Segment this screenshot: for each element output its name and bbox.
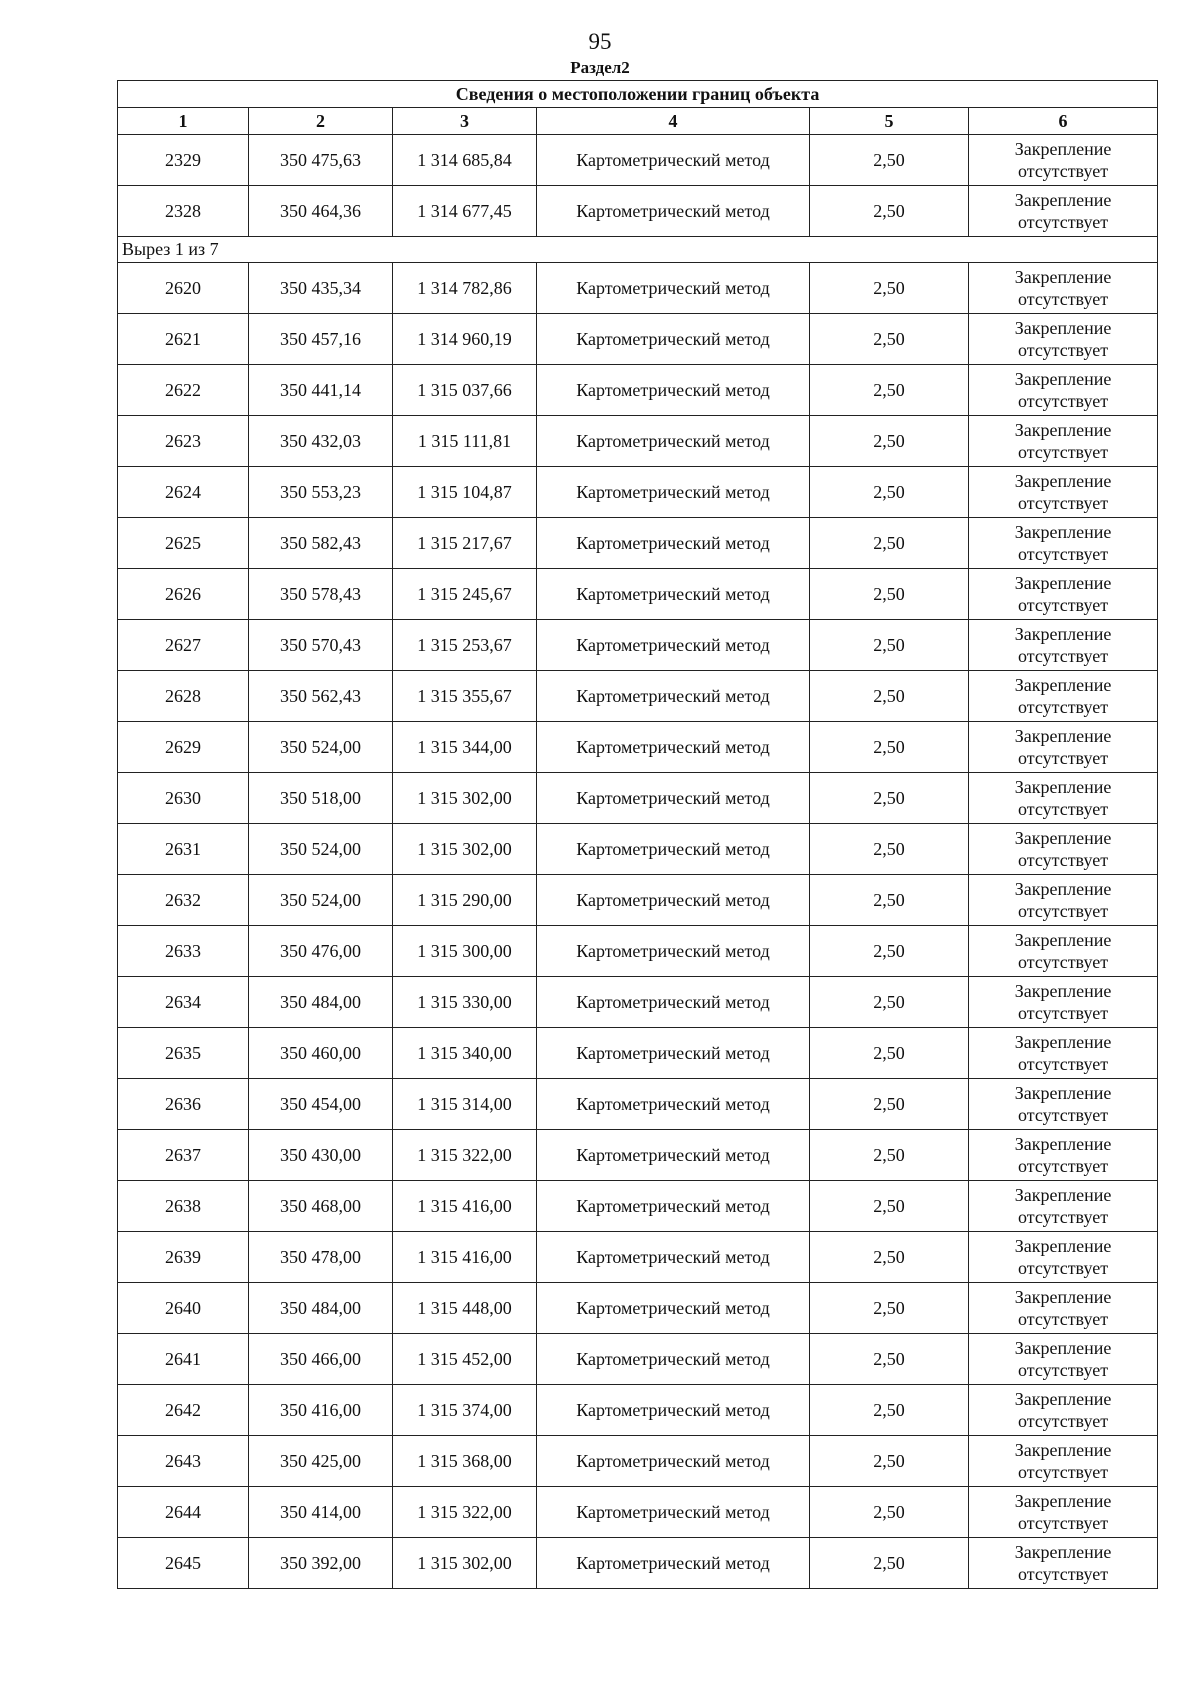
- fixing-cell: [969, 773, 1158, 824]
- fixing-cell: [969, 467, 1158, 518]
- fixing-line: Закрепление: [1014, 420, 1112, 440]
- fixing-cell: [969, 977, 1158, 1028]
- accuracy-cell: 2,50: [810, 1487, 969, 1538]
- fixing-cell: [969, 1079, 1158, 1130]
- x-coordinate-cell: 350 475,63: [249, 135, 393, 186]
- x-coordinate-cell: 350 553,23: [249, 467, 393, 518]
- fixing-line: Закрепление: [1014, 573, 1112, 593]
- method-cell: Картометрический метод: [537, 1385, 810, 1436]
- fixing-cell: [969, 824, 1158, 875]
- accuracy-cell: 2,50: [810, 1283, 969, 1334]
- fixing-line: Закрепление: [1014, 828, 1112, 848]
- point-number-cell: 2633: [118, 926, 249, 977]
- fixing-line: Закрепление: [1014, 1389, 1112, 1409]
- y-coordinate-cell: 1 315 340,00: [393, 1028, 537, 1079]
- accuracy-cell: 2,50: [810, 518, 969, 569]
- table-row: [118, 1538, 1158, 1589]
- accuracy-cell: 2,50: [810, 467, 969, 518]
- fixing-cell: [969, 1538, 1158, 1589]
- table-row: [118, 824, 1158, 875]
- y-coordinate-cell: 1 315 452,00: [393, 1334, 537, 1385]
- point-number-cell: 2623: [118, 416, 249, 467]
- point-number-cell: 2632: [118, 875, 249, 926]
- table-row: [118, 1487, 1158, 1538]
- table-row: [118, 773, 1158, 824]
- x-coordinate-cell: 350 578,43: [249, 569, 393, 620]
- point-number-cell: 2620: [118, 263, 249, 314]
- point-number-cell: 2636: [118, 1079, 249, 1130]
- point-number-cell: 2628: [118, 671, 249, 722]
- fixing-line: Закрепление: [1014, 981, 1112, 1001]
- method-cell: Картометрический метод: [537, 1436, 810, 1487]
- table-row: [118, 1181, 1158, 1232]
- point-number-cell: 2638: [118, 1181, 249, 1232]
- method-cell: Картометрический метод: [537, 824, 810, 875]
- table-row: [118, 1385, 1158, 1436]
- method-cell: Картометрический метод: [537, 671, 810, 722]
- point-number-cell: 2629: [118, 722, 249, 773]
- table-row: [118, 416, 1158, 467]
- table-row: [118, 263, 1158, 314]
- x-coordinate-cell: 350 454,00: [249, 1079, 393, 1130]
- fixing-cell: [969, 1232, 1158, 1283]
- method-cell: Картометрический метод: [537, 1079, 810, 1130]
- x-coordinate-cell: 350 432,03: [249, 416, 393, 467]
- x-coordinate-cell: 350 392,00: [249, 1538, 393, 1589]
- fixing-line: Закрепление: [1014, 777, 1112, 797]
- fixing-cell: [969, 1130, 1158, 1181]
- column-number: 4: [537, 108, 810, 135]
- method-cell: Картометрический метод: [537, 773, 810, 824]
- table-row: [118, 1436, 1158, 1487]
- point-number-cell: 2621: [118, 314, 249, 365]
- x-coordinate-cell: 350 562,43: [249, 671, 393, 722]
- accuracy-cell: 2,50: [810, 186, 969, 237]
- y-coordinate-cell: 1 315 322,00: [393, 1130, 537, 1181]
- fixing-line: отсутствует: [1018, 952, 1109, 972]
- method-cell: Картометрический метод: [537, 467, 810, 518]
- y-coordinate-cell: 1 315 302,00: [393, 824, 537, 875]
- fixing-line: Закрепление: [1014, 190, 1112, 210]
- accuracy-cell: 2,50: [810, 569, 969, 620]
- column-number: 6: [969, 108, 1158, 135]
- table-row: [118, 1232, 1158, 1283]
- fixing-line: отсутствует: [1018, 697, 1109, 717]
- y-coordinate-cell: 1 315 253,67: [393, 620, 537, 671]
- fixing-cell: [969, 1283, 1158, 1334]
- method-cell: Картометрический метод: [537, 1130, 810, 1181]
- fixing-line: отсутствует: [1018, 1564, 1109, 1584]
- y-coordinate-cell: 1 314 685,84: [393, 135, 537, 186]
- table-row: [118, 1028, 1158, 1079]
- method-cell: Картометрический метод: [537, 977, 810, 1028]
- point-number-cell: 2626: [118, 569, 249, 620]
- y-coordinate-cell: 1 315 330,00: [393, 977, 537, 1028]
- fixing-line: отсутствует: [1018, 850, 1109, 870]
- x-coordinate-cell: 350 518,00: [249, 773, 393, 824]
- method-cell: Картометрический метод: [537, 186, 810, 237]
- point-number-cell: 2639: [118, 1232, 249, 1283]
- y-coordinate-cell: 1 315 416,00: [393, 1232, 537, 1283]
- fixing-cell: [969, 314, 1158, 365]
- fixing-line: отсутствует: [1018, 493, 1109, 513]
- fixing-line: отсутствует: [1018, 595, 1109, 615]
- fixing-line: отсутствует: [1018, 799, 1109, 819]
- x-coordinate-cell: 350 441,14: [249, 365, 393, 416]
- x-coordinate-cell: 350 524,00: [249, 875, 393, 926]
- accuracy-cell: 2,50: [810, 1079, 969, 1130]
- y-coordinate-cell: 1 315 416,00: [393, 1181, 537, 1232]
- x-coordinate-cell: 350 466,00: [249, 1334, 393, 1385]
- fixing-cell: [969, 926, 1158, 977]
- x-coordinate-cell: 350 524,00: [249, 722, 393, 773]
- y-coordinate-cell: 1 314 782,86: [393, 263, 537, 314]
- accuracy-cell: 2,50: [810, 314, 969, 365]
- method-cell: Картометрический метод: [537, 1181, 810, 1232]
- fixing-line: отсутствует: [1018, 1105, 1109, 1125]
- y-coordinate-cell: 1 315 037,66: [393, 365, 537, 416]
- point-number-cell: 2329: [118, 135, 249, 186]
- y-coordinate-cell: 1 315 368,00: [393, 1436, 537, 1487]
- accuracy-cell: 2,50: [810, 1334, 969, 1385]
- fixing-line: Закрепление: [1014, 1440, 1112, 1460]
- fixing-line: отсутствует: [1018, 391, 1109, 411]
- fixing-line: Закрепление: [1014, 726, 1112, 746]
- method-cell: Картометрический метод: [537, 875, 810, 926]
- point-number-cell: 2328: [118, 186, 249, 237]
- fixing-cell: [969, 1487, 1158, 1538]
- fixing-cell: [969, 1436, 1158, 1487]
- method-cell: Картометрический метод: [537, 1283, 810, 1334]
- fixing-line: Закрепление: [1014, 624, 1112, 644]
- table-row: [118, 926, 1158, 977]
- table-row: [118, 314, 1158, 365]
- fixing-line: отсутствует: [1018, 1411, 1109, 1431]
- point-number-cell: 2624: [118, 467, 249, 518]
- point-number-cell: 2643: [118, 1436, 249, 1487]
- method-cell: Картометрический метод: [537, 620, 810, 671]
- x-coordinate-cell: 350 478,00: [249, 1232, 393, 1283]
- method-cell: Картометрический метод: [537, 416, 810, 467]
- accuracy-cell: 2,50: [810, 1538, 969, 1589]
- method-cell: Картометрический метод: [537, 263, 810, 314]
- x-coordinate-cell: 350 425,00: [249, 1436, 393, 1487]
- fixing-line: отсутствует: [1018, 1258, 1109, 1278]
- fixing-line: отсутствует: [1018, 1360, 1109, 1380]
- accuracy-cell: 2,50: [810, 416, 969, 467]
- point-number-cell: 2631: [118, 824, 249, 875]
- y-coordinate-cell: 1 315 245,67: [393, 569, 537, 620]
- method-cell: Картометрический метод: [537, 365, 810, 416]
- fixing-cell: [969, 1181, 1158, 1232]
- accuracy-cell: 2,50: [810, 773, 969, 824]
- x-coordinate-cell: 350 468,00: [249, 1181, 393, 1232]
- x-coordinate-cell: 350 460,00: [249, 1028, 393, 1079]
- table-row: [118, 620, 1158, 671]
- method-cell: Картометрический метод: [537, 722, 810, 773]
- table-row: [118, 1283, 1158, 1334]
- boundary-coordinates-table: [117, 80, 1158, 1589]
- fixing-line: отсутствует: [1018, 289, 1109, 309]
- fixing-cell: [969, 518, 1158, 569]
- point-number-cell: 2627: [118, 620, 249, 671]
- fixing-line: отсутствует: [1018, 1207, 1109, 1227]
- point-number-cell: 2642: [118, 1385, 249, 1436]
- fixing-line: Закрепление: [1014, 675, 1112, 695]
- fixing-line: Закрепление: [1014, 1134, 1112, 1154]
- fixing-line: Закрепление: [1014, 471, 1112, 491]
- page-number: 95: [588, 29, 612, 54]
- point-number-cell: 2635: [118, 1028, 249, 1079]
- y-coordinate-cell: 1 315 300,00: [393, 926, 537, 977]
- y-coordinate-cell: 1 315 374,00: [393, 1385, 537, 1436]
- fixing-line: отсутствует: [1018, 646, 1109, 666]
- point-number-cell: 2645: [118, 1538, 249, 1589]
- fixing-line: Закрепление: [1014, 267, 1112, 287]
- fixing-line: Закрепление: [1014, 879, 1112, 899]
- y-coordinate-cell: 1 315 217,67: [393, 518, 537, 569]
- point-number-cell: 2637: [118, 1130, 249, 1181]
- table-row: [118, 569, 1158, 620]
- fixing-line: отсутствует: [1018, 340, 1109, 360]
- fixing-line: Закрепление: [1014, 139, 1112, 159]
- x-coordinate-cell: 350 435,34: [249, 263, 393, 314]
- fixing-line: Закрепление: [1014, 1032, 1112, 1052]
- method-cell: Картометрический метод: [537, 569, 810, 620]
- accuracy-cell: 2,50: [810, 1181, 969, 1232]
- fixing-cell: [969, 620, 1158, 671]
- fixing-line: отсутствует: [1018, 1003, 1109, 1023]
- fixing-cell: [969, 416, 1158, 467]
- accuracy-cell: 2,50: [810, 1232, 969, 1283]
- point-number-cell: 2630: [118, 773, 249, 824]
- accuracy-cell: 2,50: [810, 365, 969, 416]
- method-cell: Картометрический метод: [537, 1232, 810, 1283]
- y-coordinate-cell: 1 315 314,00: [393, 1079, 537, 1130]
- table-row: [118, 1130, 1158, 1181]
- point-number-cell: 2625: [118, 518, 249, 569]
- method-cell: Картометрический метод: [537, 926, 810, 977]
- x-coordinate-cell: 350 570,43: [249, 620, 393, 671]
- table-caption-row: [118, 81, 1158, 108]
- x-coordinate-cell: 350 524,00: [249, 824, 393, 875]
- fixing-cell: [969, 263, 1158, 314]
- accuracy-cell: 2,50: [810, 1385, 969, 1436]
- column-number: 3: [393, 108, 537, 135]
- x-coordinate-cell: 350 416,00: [249, 1385, 393, 1436]
- column-number-row: [118, 108, 1158, 135]
- fixing-cell: [969, 1028, 1158, 1079]
- point-number-cell: 2644: [118, 1487, 249, 1538]
- fixing-line: Закрепление: [1014, 1338, 1112, 1358]
- point-number-cell: 2634: [118, 977, 249, 1028]
- method-cell: Картометрический метод: [537, 1538, 810, 1589]
- fixing-cell: [969, 1334, 1158, 1385]
- table-row: [118, 518, 1158, 569]
- table-row: [118, 671, 1158, 722]
- fixing-cell: [969, 186, 1158, 237]
- x-coordinate-cell: 350 457,16: [249, 314, 393, 365]
- accuracy-cell: 2,50: [810, 926, 969, 977]
- fixing-line: Закрепление: [1014, 318, 1112, 338]
- table-row: [118, 875, 1158, 926]
- table-row: [118, 1334, 1158, 1385]
- fixing-line: Закрепление: [1014, 1287, 1112, 1307]
- table-row: [118, 135, 1158, 186]
- accuracy-cell: 2,50: [810, 1130, 969, 1181]
- fixing-cell: [969, 365, 1158, 416]
- fixing-cell: [969, 671, 1158, 722]
- fixing-line: отсутствует: [1018, 212, 1109, 232]
- fixing-line: Закрепление: [1014, 1542, 1112, 1562]
- fixing-line: отсутствует: [1018, 901, 1109, 921]
- table-row: [118, 365, 1158, 416]
- fixing-line: Закрепление: [1014, 522, 1112, 542]
- fixing-line: Закрепление: [1014, 1083, 1112, 1103]
- accuracy-cell: 2,50: [810, 977, 969, 1028]
- fixing-line: отсутствует: [1018, 442, 1109, 462]
- fixing-line: Закрепление: [1014, 369, 1112, 389]
- y-coordinate-cell: 1 315 322,00: [393, 1487, 537, 1538]
- fixing-cell: [969, 875, 1158, 926]
- table-row: [118, 186, 1158, 237]
- x-coordinate-cell: 350 582,43: [249, 518, 393, 569]
- fixing-cell: [969, 569, 1158, 620]
- y-coordinate-cell: 1 314 960,19: [393, 314, 537, 365]
- y-coordinate-cell: 1 314 677,45: [393, 186, 537, 237]
- fixing-line: отсутствует: [1018, 1462, 1109, 1482]
- x-coordinate-cell: 350 484,00: [249, 1283, 393, 1334]
- x-coordinate-cell: 350 476,00: [249, 926, 393, 977]
- fixing-cell: [969, 135, 1158, 186]
- accuracy-cell: 2,50: [810, 1436, 969, 1487]
- y-coordinate-cell: 1 315 448,00: [393, 1283, 537, 1334]
- method-cell: Картометрический метод: [537, 135, 810, 186]
- column-number: 5: [810, 108, 969, 135]
- y-coordinate-cell: 1 315 344,00: [393, 722, 537, 773]
- x-coordinate-cell: 350 464,36: [249, 186, 393, 237]
- table-subheader-row: [118, 237, 1158, 263]
- x-coordinate-cell: 350 430,00: [249, 1130, 393, 1181]
- fixing-cell: [969, 1385, 1158, 1436]
- fixing-line: Закрепление: [1014, 1185, 1112, 1205]
- fixing-line: Закрепление: [1014, 930, 1112, 950]
- accuracy-cell: 2,50: [810, 263, 969, 314]
- accuracy-cell: 2,50: [810, 875, 969, 926]
- method-cell: Картометрический метод: [537, 1487, 810, 1538]
- method-cell: Картометрический метод: [537, 314, 810, 365]
- accuracy-cell: 2,50: [810, 671, 969, 722]
- method-cell: Картометрический метод: [537, 1334, 810, 1385]
- table-row: [118, 722, 1158, 773]
- fixing-line: отсутствует: [1018, 544, 1109, 564]
- table-caption: Сведения о местоположении границ объекта: [118, 81, 1158, 108]
- point-number-cell: 2640: [118, 1283, 249, 1334]
- y-coordinate-cell: 1 315 290,00: [393, 875, 537, 926]
- fixing-line: Закрепление: [1014, 1491, 1112, 1511]
- fixing-line: Закрепление: [1014, 1236, 1112, 1256]
- method-cell: Картометрический метод: [537, 518, 810, 569]
- accuracy-cell: 2,50: [810, 135, 969, 186]
- fixing-line: отсутствует: [1018, 1054, 1109, 1074]
- table-row: [118, 467, 1158, 518]
- subheader-label: Вырез 1 из 7: [118, 237, 1158, 263]
- fixing-line: отсутствует: [1018, 161, 1109, 181]
- column-number: 1: [118, 108, 249, 135]
- method-cell: Картометрический метод: [537, 1028, 810, 1079]
- fixing-line: отсутствует: [1018, 1513, 1109, 1533]
- column-number: 2: [249, 108, 393, 135]
- section-title: Раздел2: [570, 58, 630, 77]
- x-coordinate-cell: 350 484,00: [249, 977, 393, 1028]
- table-row: [118, 977, 1158, 1028]
- fixing-line: отсутствует: [1018, 1156, 1109, 1176]
- accuracy-cell: 2,50: [810, 722, 969, 773]
- table-row: [118, 1079, 1158, 1130]
- y-coordinate-cell: 1 315 111,81: [393, 416, 537, 467]
- x-coordinate-cell: 350 414,00: [249, 1487, 393, 1538]
- y-coordinate-cell: 1 315 302,00: [393, 773, 537, 824]
- y-coordinate-cell: 1 315 302,00: [393, 1538, 537, 1589]
- accuracy-cell: 2,50: [810, 824, 969, 875]
- accuracy-cell: 2,50: [810, 620, 969, 671]
- point-number-cell: 2641: [118, 1334, 249, 1385]
- fixing-line: отсутствует: [1018, 1309, 1109, 1329]
- fixing-line: отсутствует: [1018, 748, 1109, 768]
- accuracy-cell: 2,50: [810, 1028, 969, 1079]
- fixing-cell: [969, 722, 1158, 773]
- point-number-cell: 2622: [118, 365, 249, 416]
- y-coordinate-cell: 1 315 104,87: [393, 467, 537, 518]
- y-coordinate-cell: 1 315 355,67: [393, 671, 537, 722]
